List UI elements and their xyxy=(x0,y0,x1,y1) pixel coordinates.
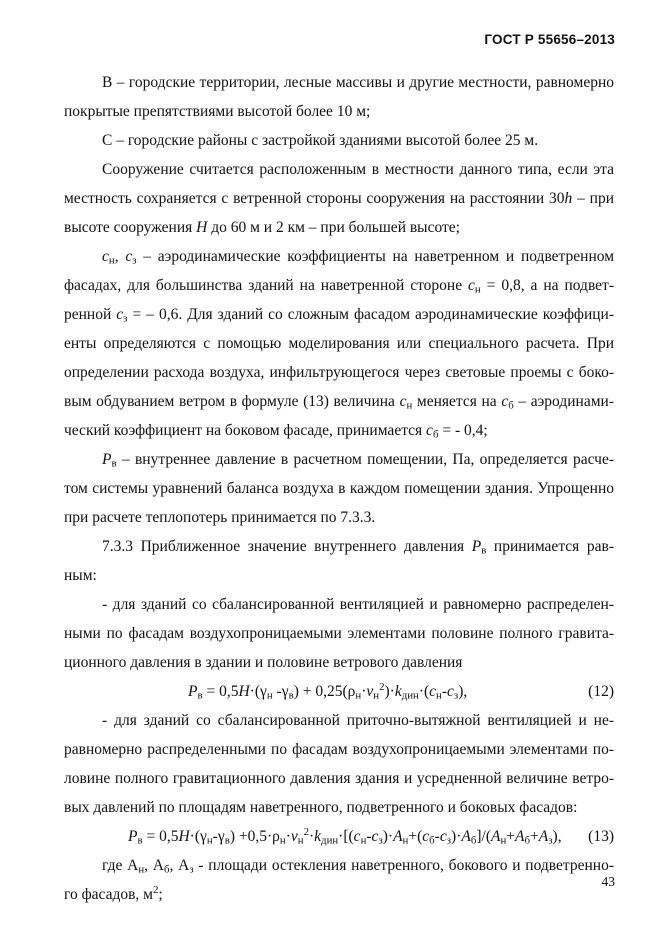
page-number: 43 xyxy=(601,874,615,889)
italic-symbol: h xyxy=(564,190,573,207)
formula-12-expression: $P_в = 0,5H\cdot(\gamma_н$ $-\gamma_в) + 0,25(\rho_н\cdot v_н^2)\cdot k_{дин}\cdot(c_н-c_з)$, xyxy=(188,681,468,702)
subscript: б xyxy=(432,428,439,441)
text-line xyxy=(64,880,614,909)
text-span: = – 0,6. Для зданий со сложным фасадом аэродинамические коэффици- xyxy=(127,306,614,323)
text-span: – внутреннее давление в расчетном помещении, Па, определяется расче- xyxy=(116,451,614,468)
text-line xyxy=(64,619,614,648)
italic-symbol: с xyxy=(116,306,124,323)
text-line xyxy=(64,68,614,97)
text-line xyxy=(64,97,614,126)
text-span: где А xyxy=(102,857,139,874)
text-span: - площади остекления наветренного, бокового и подветренно- xyxy=(193,857,614,874)
text-line xyxy=(64,329,614,358)
italic-symbol: с xyxy=(399,393,407,410)
text-line xyxy=(64,271,614,300)
text-span: , А xyxy=(144,857,164,874)
text-span: , А xyxy=(169,857,190,874)
text-span: ческий коэффициент на боковом фасаде, принимается xyxy=(64,422,427,439)
text-span: - для зданий со сбалансированной приточно-вытяжной вентиляцией и не- xyxy=(102,712,614,729)
text-span: = - 0,4; xyxy=(438,422,488,439)
text-span: вых давлений по площадям наветренного, подветренного и боковых фасадов: xyxy=(64,799,578,816)
text-span: определении расхода воздуха, инфильтрующегося через световые проемы с боко- xyxy=(64,364,614,381)
italic-symbol: Р xyxy=(102,451,112,468)
text-span: – аэродинами- xyxy=(513,393,614,410)
text-span: – при xyxy=(572,190,614,207)
text-line xyxy=(64,503,614,532)
text-span: фасадах, для большинства зданий на наветренной стороне xyxy=(64,277,469,294)
text-line xyxy=(64,300,614,329)
text-span: ными по фасадам воздухопроницаемыми элементами половине полного гравита- xyxy=(64,625,614,642)
text-span: Сооружение считается расположенным в местности данного типа, если эта xyxy=(102,161,614,178)
text-span: = 0,8, а на подвет- xyxy=(480,277,614,294)
text-span: вым обдуванием ветром в формуле (13) величина xyxy=(64,393,400,410)
text-span: ; xyxy=(158,886,163,903)
text-line xyxy=(64,851,614,880)
text-span: до 60 м и 2 км – при большей высоте; xyxy=(207,219,460,236)
text-span: ловине полного гравитационного давления здания и усредненной величине ветро- xyxy=(64,770,614,787)
text-span: го фасадов, м xyxy=(64,886,153,903)
text-span: – аэродинамические коэффициенты на наветренном и подветренном xyxy=(136,248,614,265)
text-span: , xyxy=(114,248,126,265)
italic-symbol: с xyxy=(501,393,509,410)
text-span: ционного давления в здании и половине ветрового давления xyxy=(64,654,463,671)
text-line xyxy=(64,735,614,764)
text-span: меняется на xyxy=(412,393,502,410)
text-line xyxy=(64,445,614,474)
text-line xyxy=(64,706,614,735)
italic-symbol: Р xyxy=(471,538,482,555)
text-span: принимается рав- xyxy=(486,538,614,555)
text-span: при расчете теплопотерь принимается по 7.3.3. xyxy=(64,509,376,526)
subscript: б xyxy=(163,863,170,876)
text-line xyxy=(64,242,614,271)
text-line xyxy=(64,590,614,619)
text-span: ным: xyxy=(64,567,97,584)
superscript: 2 xyxy=(152,884,159,897)
subscript: в xyxy=(481,544,487,557)
subscript: з xyxy=(123,312,128,325)
text-span: покрытые препятствиями высотой более 10 м; xyxy=(64,103,371,120)
formula-13-number: (13) xyxy=(588,828,614,845)
subscript: з xyxy=(189,863,194,876)
italic-symbol: с xyxy=(468,277,475,294)
text-span: В – городские территории, лесные массивы и другие местности, равномерно xyxy=(102,74,614,91)
text-span: 7.3.3 Приближенное значение внутреннего давления xyxy=(102,538,472,555)
document-body xyxy=(64,68,614,909)
text-span: местность сохраняется с ветренной стороны сооружения на расстоянии 30 xyxy=(64,190,565,207)
text-line xyxy=(64,126,614,155)
text-span: высоте сооружения xyxy=(64,219,197,236)
subscript: б xyxy=(508,399,514,412)
text-line xyxy=(64,793,614,822)
text-span: том системы уравнений баланса воздуха в каждом помещении здания. Упрощенно xyxy=(64,480,614,497)
formula-13 xyxy=(64,822,614,851)
subscript: н xyxy=(138,863,145,876)
text-span: равномерно распределенными по фасадам воздухопроницаемыми элементами по- xyxy=(64,741,614,758)
text-line xyxy=(64,532,614,561)
text-line xyxy=(64,561,614,590)
formula-12 xyxy=(64,677,614,706)
italic-symbol: с xyxy=(426,422,433,439)
text-line xyxy=(64,387,614,416)
text-span: ренной xyxy=(64,306,117,323)
text-line xyxy=(64,416,614,445)
subscript: н xyxy=(474,283,481,296)
text-line xyxy=(64,213,614,242)
document-code: ГОСТ Р 55656–2013 xyxy=(484,32,615,47)
italic-symbol: H xyxy=(196,219,208,236)
italic-symbol: с xyxy=(102,248,109,265)
text-line xyxy=(64,648,614,677)
subscript: н xyxy=(108,254,115,267)
formula-12-number: (12) xyxy=(588,683,614,700)
italic-symbol: с xyxy=(125,248,133,265)
subscript: з xyxy=(132,254,137,267)
text-span: - для зданий со сбалансированной вентиляцией и равномерно распределен- xyxy=(102,596,614,613)
text-line xyxy=(64,474,614,503)
text-line xyxy=(64,764,614,793)
formula-13-expression: $P_в = 0,5H\cdot(\gamma_н-\gamma_в) +0,5\cdot\rho_н\cdot v_н^2\cdot k_{дин}\cdot[(c_н-c_з)\cdot A_н+(c_б-c_з)\cdot A_б]/(A_н+A_б+A_з)$, xyxy=(128,826,562,847)
subscript: н xyxy=(406,399,413,412)
text-line xyxy=(64,184,614,213)
text-span: С – городские районы с застройкой зданиями высотой более 25 м. xyxy=(102,132,539,149)
text-line xyxy=(64,155,614,184)
text-span: енты определяются с помощью моделирования или специального расчета. При xyxy=(64,335,614,352)
subscript: в xyxy=(111,457,117,470)
text-line xyxy=(64,358,614,387)
